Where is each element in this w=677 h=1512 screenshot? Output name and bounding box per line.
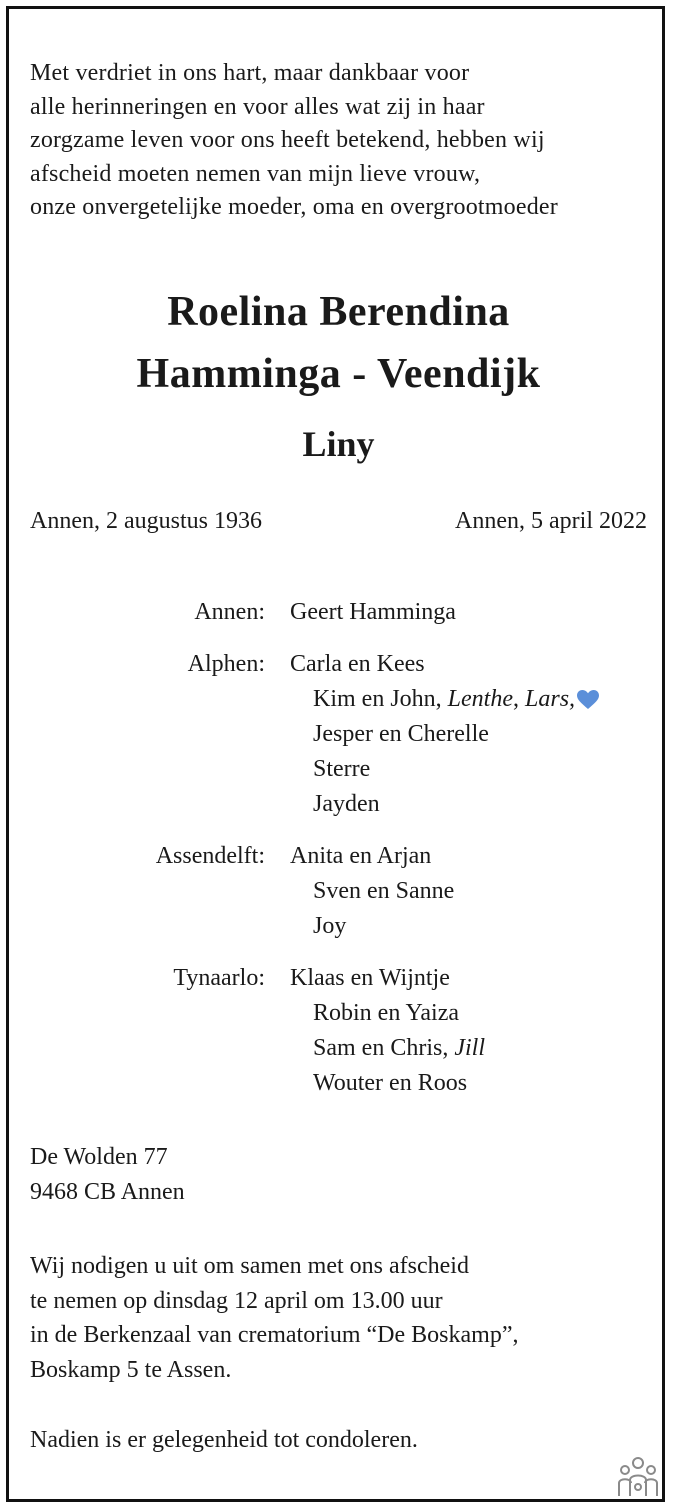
grandchild-name: Lenthe xyxy=(447,686,513,712)
family-place-annen: Annen: xyxy=(194,599,265,625)
family-member: Carla en Kees xyxy=(290,651,425,677)
invitation-line: Boskamp 5 te Assen. xyxy=(30,1356,232,1383)
invitation-line: in de Berkenzaal van crematorium “De Boskamp”, xyxy=(30,1322,519,1348)
deceased-surname: Hamminga - Veendijk xyxy=(136,351,541,397)
address-city: 9468 CB Annen xyxy=(30,1178,185,1205)
family-member-sam xyxy=(313,1031,485,1066)
family-member: Anita en Arjan xyxy=(290,843,432,869)
birth-date: Annen, 2 augustus 1936 xyxy=(30,508,262,534)
family-member: Joy xyxy=(313,913,347,939)
intro-text xyxy=(30,57,558,225)
separator: , xyxy=(513,686,525,712)
closing-text: Nadien is er gelegenheid tot condoleren. xyxy=(30,1427,418,1453)
family-member: Robin en Yaiza xyxy=(313,1000,459,1026)
deceased-nickname: Liny xyxy=(302,424,375,464)
intro-line: onze onvergetelijke moeder, oma en overgrootmoeder xyxy=(30,194,558,220)
invitation-line: te nemen op dinsdag 12 april om 13.00 uur xyxy=(30,1287,443,1314)
name-text: Kim en John, xyxy=(313,686,448,712)
intro-line: afscheid moeten nemen van mijn lieve vrouw, xyxy=(30,160,481,187)
family-member: Sterre xyxy=(313,756,371,782)
family-place-assendelft: Assendelft: xyxy=(155,843,265,869)
family-member-kim xyxy=(313,682,599,717)
death-date: Annen, 5 april 2022 xyxy=(455,508,647,534)
family-place-alphen: Alphen: xyxy=(187,651,265,677)
deceased-first-names: Roelina Berendina xyxy=(167,289,510,335)
family-member: Jesper en Cherelle xyxy=(313,721,489,747)
address-street: De Wolden 77 xyxy=(30,1144,168,1170)
heart-icon xyxy=(577,690,599,710)
invitation-line: Wij nodigen u uit om samen met ons afscheid xyxy=(30,1253,469,1279)
invitation-text xyxy=(30,1249,518,1387)
intro-line: alle herinneringen en voor alles wat zij in haar xyxy=(30,93,485,120)
family-place-tynaarlo: Tynaarlo: xyxy=(173,965,265,991)
family-member: Klaas en Wijntje xyxy=(290,965,450,991)
grandchild-name: Lars, xyxy=(525,686,576,712)
family-member: Sven en Sanne xyxy=(313,878,455,904)
name-text: Sam en Chris, xyxy=(313,1035,455,1061)
intro-line: zorgzame leven voor ons heeft betekend, hebben wij xyxy=(30,127,545,153)
family-member: Wouter en Roos xyxy=(313,1070,468,1096)
family-member: Geert Hamminga xyxy=(290,599,456,625)
people-group-icon xyxy=(616,1456,660,1498)
intro-line: Met verdriet in ons hart, maar dankbaar voor xyxy=(30,60,470,86)
address xyxy=(30,1140,185,1209)
family-member: Jayden xyxy=(313,791,380,817)
grandchild-name: Jill xyxy=(454,1035,485,1061)
